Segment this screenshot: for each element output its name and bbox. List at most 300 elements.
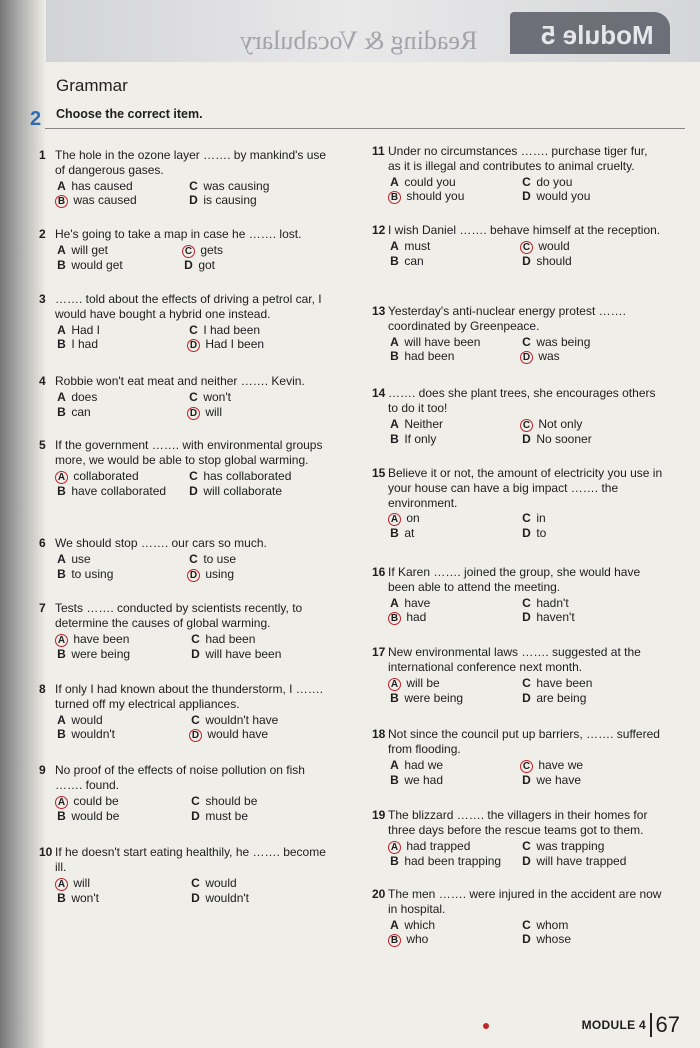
option-letter: D bbox=[189, 193, 198, 208]
answer-option[interactable] bbox=[388, 254, 520, 269]
question-text: The blizzard ……. the villagers in their homes for three days before the rescue teams got to them. bbox=[388, 808, 648, 837]
option-letter: C bbox=[189, 551, 198, 566]
selected-answer-circle: A bbox=[55, 471, 68, 484]
answer-option[interactable] bbox=[520, 596, 663, 611]
footer-divider bbox=[650, 1013, 652, 1037]
option-text: was being bbox=[533, 334, 591, 349]
answer-option[interactable] bbox=[520, 189, 663, 204]
option-letter: B bbox=[390, 253, 399, 268]
answer-option[interactable] bbox=[187, 405, 330, 420]
option-text: will have trapped bbox=[533, 853, 627, 868]
option-letter: B bbox=[390, 349, 399, 364]
answer-option[interactable] bbox=[520, 511, 663, 526]
answer-options bbox=[388, 511, 663, 541]
option-letter: B bbox=[57, 727, 66, 742]
option-text: wouldn't have bbox=[202, 712, 279, 727]
option-letter: B bbox=[57, 646, 66, 661]
question-number: 15 bbox=[372, 466, 386, 480]
question bbox=[372, 144, 663, 204]
question bbox=[39, 682, 335, 742]
option-letter: C bbox=[522, 511, 531, 526]
option-text: was bbox=[535, 349, 560, 364]
option-text: were being bbox=[68, 646, 131, 661]
selected-answer-circle: A bbox=[55, 878, 68, 891]
answer-option[interactable] bbox=[182, 258, 320, 273]
answer-option[interactable] bbox=[388, 189, 520, 204]
answer-option[interactable] bbox=[55, 647, 189, 662]
option-text: had we bbox=[401, 757, 444, 772]
page-number: 67 bbox=[655, 1012, 680, 1037]
question bbox=[39, 536, 330, 582]
answer-option[interactable] bbox=[55, 891, 189, 906]
divider bbox=[45, 128, 685, 129]
answer-option[interactable] bbox=[55, 794, 189, 809]
answer-option[interactable] bbox=[520, 854, 663, 869]
option-letter: D bbox=[522, 610, 531, 625]
option-text: can bbox=[68, 404, 91, 419]
question-number: 19 bbox=[372, 808, 386, 822]
option-text: wouldn't bbox=[202, 890, 249, 905]
option-text: hadn't bbox=[533, 595, 569, 610]
answer-option[interactable] bbox=[55, 243, 182, 258]
selected-answer-circle: C bbox=[520, 241, 533, 254]
answer-option[interactable] bbox=[55, 405, 187, 420]
answer-option[interactable] bbox=[187, 193, 330, 208]
selected-answer-circle: B bbox=[388, 934, 401, 947]
answer-option[interactable] bbox=[388, 854, 520, 869]
question-number: 18 bbox=[372, 727, 386, 741]
answer-option[interactable] bbox=[189, 727, 335, 742]
answer-options bbox=[388, 676, 663, 706]
answer-option[interactable] bbox=[388, 839, 520, 854]
answer-option[interactable] bbox=[520, 335, 663, 350]
answer-option[interactable] bbox=[55, 484, 187, 499]
answer-option[interactable] bbox=[189, 632, 335, 647]
question-number: 4 bbox=[39, 374, 46, 388]
option-text: would have bbox=[204, 727, 269, 742]
option-text: on bbox=[403, 511, 420, 526]
option-text: which bbox=[401, 917, 436, 932]
exercise-instruction: Choose the correct item. bbox=[56, 107, 203, 121]
answer-option[interactable] bbox=[55, 193, 187, 208]
option-text: was causing bbox=[200, 178, 270, 193]
answer-option[interactable] bbox=[189, 647, 335, 662]
option-text: will bbox=[202, 404, 222, 419]
answer-option[interactable] bbox=[55, 323, 187, 338]
option-text: to bbox=[533, 526, 547, 541]
option-letter: D bbox=[189, 483, 198, 498]
answer-option[interactable] bbox=[520, 918, 663, 933]
option-text: are being bbox=[533, 690, 587, 705]
answer-option[interactable] bbox=[520, 417, 663, 432]
selected-answer-circle: B bbox=[55, 195, 68, 208]
option-text: would bbox=[535, 238, 570, 253]
answer-options bbox=[55, 390, 330, 420]
option-letter: B bbox=[57, 404, 66, 419]
option-text: will be bbox=[403, 675, 440, 690]
option-text: do you bbox=[533, 174, 573, 189]
answer-options bbox=[388, 239, 663, 269]
question-text: If the government ……. with environmental groups more, we would be able to stop global warming. bbox=[55, 438, 323, 467]
question-text: Not since the council put up barriers, ……. suffered from flooding. bbox=[388, 727, 660, 756]
option-text: has collaborated bbox=[200, 468, 292, 483]
question-text: The men ……. were injured in the accident are now in hospital. bbox=[388, 887, 662, 916]
answer-options bbox=[55, 469, 330, 499]
answer-option[interactable] bbox=[55, 632, 189, 647]
answer-option[interactable] bbox=[55, 876, 189, 891]
option-text: will have been bbox=[401, 334, 481, 349]
option-text: whose bbox=[533, 932, 572, 947]
option-text: will have been bbox=[202, 646, 282, 661]
answer-options bbox=[55, 179, 330, 209]
question-number: 11 bbox=[372, 144, 385, 158]
question bbox=[372, 223, 663, 269]
answer-option[interactable] bbox=[55, 179, 187, 194]
option-text: would you bbox=[533, 189, 591, 204]
answer-options bbox=[388, 839, 663, 869]
question bbox=[39, 763, 335, 823]
option-text: I had been bbox=[200, 322, 261, 337]
question-number: 3 bbox=[39, 292, 46, 306]
selected-answer-circle: D bbox=[189, 729, 202, 742]
answer-option[interactable] bbox=[189, 876, 335, 891]
option-letter: A bbox=[57, 178, 66, 193]
option-text: had bbox=[403, 610, 427, 625]
option-letter: B bbox=[390, 526, 399, 541]
question-text: Yesterday's anti-nuclear energy protest ……. coordinated by Greenpeace. bbox=[388, 304, 626, 333]
answer-option[interactable] bbox=[55, 390, 187, 405]
option-text: use bbox=[68, 551, 91, 566]
option-letter: C bbox=[189, 468, 198, 483]
option-text: had trapped bbox=[403, 838, 471, 853]
answer-option[interactable] bbox=[187, 179, 330, 194]
option-text: were being bbox=[401, 690, 464, 705]
option-letter: C bbox=[522, 838, 531, 853]
answer-options bbox=[388, 596, 663, 626]
answer-option[interactable] bbox=[388, 349, 520, 364]
option-letter: D bbox=[522, 253, 531, 268]
option-text: must bbox=[401, 238, 431, 253]
page-footer bbox=[582, 1012, 680, 1038]
answer-option[interactable] bbox=[187, 390, 330, 405]
question bbox=[372, 466, 663, 541]
question-text: He's going to take a map in case he ……. lost. bbox=[55, 227, 302, 241]
question-text: Robbie won't eat meat and neither ……. Kevin. bbox=[55, 374, 305, 388]
option-letter: B bbox=[57, 337, 66, 352]
answer-option[interactable] bbox=[388, 526, 520, 541]
selected-answer-circle: C bbox=[520, 419, 533, 432]
option-text: could you bbox=[401, 174, 456, 189]
option-text: had been trapping bbox=[401, 853, 502, 868]
question-text: If only I had known about the thunderstorm, I ……. turned off my electrical appliances. bbox=[55, 682, 324, 711]
answer-option[interactable] bbox=[388, 417, 520, 432]
question bbox=[39, 845, 335, 905]
option-text: to using bbox=[68, 566, 114, 581]
answer-option[interactable] bbox=[520, 349, 663, 364]
question-number: 1 bbox=[39, 148, 46, 162]
module-tab-label: Module 5 bbox=[541, 20, 654, 50]
option-text: I had bbox=[68, 337, 99, 352]
option-letter: A bbox=[57, 322, 66, 337]
question-text: Under no circumstances ……. purchase tiger fur, as it is illegal and contributes to animal cruelty. bbox=[388, 144, 648, 173]
answer-option[interactable] bbox=[189, 794, 335, 809]
question-text: ……. told about the effects of driving a petrol car, I would have bought a hybrid one instead. bbox=[55, 292, 322, 321]
option-text: has caused bbox=[68, 178, 133, 193]
question-text: New environmental laws ……. suggested at the international conference next month. bbox=[388, 645, 641, 674]
answer-options bbox=[55, 876, 335, 906]
option-letter: A bbox=[57, 242, 66, 257]
answer-option[interactable] bbox=[187, 337, 330, 352]
option-letter: A bbox=[390, 416, 399, 431]
answer-option[interactable] bbox=[388, 175, 520, 190]
answer-option[interactable] bbox=[520, 839, 663, 854]
answer-option[interactable] bbox=[520, 175, 663, 190]
question-number: 14 bbox=[372, 386, 386, 400]
option-text: have we bbox=[535, 757, 584, 772]
answer-option[interactable] bbox=[55, 567, 187, 582]
option-text: could be bbox=[70, 793, 119, 808]
option-text: wouldn't bbox=[68, 727, 115, 742]
question bbox=[39, 601, 335, 661]
answer-option[interactable] bbox=[520, 610, 663, 625]
option-letter: C bbox=[189, 389, 198, 404]
answer-option[interactable] bbox=[182, 243, 320, 258]
option-text: should bbox=[533, 253, 572, 268]
option-text: won't bbox=[200, 389, 231, 404]
option-letter: B bbox=[390, 772, 399, 787]
answer-option[interactable] bbox=[520, 526, 663, 541]
option-text: have collaborated bbox=[68, 483, 167, 498]
answer-option[interactable] bbox=[187, 552, 330, 567]
option-text: have been bbox=[533, 675, 593, 690]
decorative-dot bbox=[483, 1023, 489, 1029]
option-text: can bbox=[401, 253, 424, 268]
option-letter: C bbox=[522, 675, 531, 690]
question bbox=[372, 565, 663, 625]
option-text: we have bbox=[533, 772, 582, 787]
option-letter: A bbox=[390, 595, 399, 610]
option-text: won't bbox=[68, 890, 99, 905]
option-letter: C bbox=[191, 631, 200, 646]
answer-option[interactable] bbox=[520, 773, 663, 788]
answer-option[interactable] bbox=[388, 432, 520, 447]
question-text: If he doesn't start eating healthily, he ……. become ill. bbox=[55, 845, 326, 874]
option-text: had been bbox=[202, 631, 256, 646]
option-letter: A bbox=[390, 238, 399, 253]
option-text: in bbox=[533, 511, 546, 526]
option-text: Had I bbox=[68, 322, 101, 337]
answer-options bbox=[55, 632, 335, 662]
question bbox=[372, 887, 663, 947]
selected-answer-circle: A bbox=[55, 634, 68, 647]
answer-option[interactable] bbox=[388, 691, 520, 706]
option-letter: B bbox=[390, 690, 399, 705]
selected-answer-circle: A bbox=[388, 513, 401, 526]
answer-options bbox=[55, 243, 320, 273]
question-number: 17 bbox=[372, 645, 386, 659]
question-number: 5 bbox=[39, 438, 46, 452]
answer-option[interactable] bbox=[55, 727, 189, 742]
answer-option[interactable] bbox=[189, 809, 335, 824]
answer-option[interactable] bbox=[187, 484, 330, 499]
option-text: collaborated bbox=[70, 468, 139, 483]
answer-option[interactable] bbox=[189, 891, 335, 906]
question-text: Believe it or not, the amount of electricity you use in your house can have a big impact ……. the environment. bbox=[388, 466, 663, 510]
answer-options bbox=[55, 552, 330, 582]
question bbox=[39, 292, 330, 352]
option-text: using bbox=[202, 566, 235, 581]
answer-options bbox=[55, 713, 335, 743]
selected-answer-circle: A bbox=[55, 796, 68, 809]
question-number: 20 bbox=[372, 887, 386, 901]
option-text: Not only bbox=[535, 416, 583, 431]
option-letter: A bbox=[57, 551, 66, 566]
answer-option[interactable] bbox=[187, 469, 330, 484]
answer-options bbox=[388, 758, 663, 788]
answer-option[interactable] bbox=[520, 239, 663, 254]
option-text: we had bbox=[401, 772, 444, 787]
answer-options bbox=[388, 175, 663, 205]
answer-option[interactable] bbox=[55, 258, 182, 273]
answer-option[interactable] bbox=[55, 552, 187, 567]
option-text: must be bbox=[202, 808, 249, 823]
option-text: was trapping bbox=[533, 838, 605, 853]
answer-option[interactable] bbox=[388, 596, 520, 611]
question-text: No proof of the effects of noise pollution on fish ……. found. bbox=[55, 763, 305, 792]
answer-option[interactable] bbox=[388, 918, 520, 933]
answer-option[interactable] bbox=[55, 809, 189, 824]
question-text: If Karen ……. joined the group, she would have been able to attend the meeting. bbox=[388, 565, 641, 594]
option-text: would be bbox=[68, 808, 120, 823]
answer-options bbox=[388, 335, 663, 365]
answer-option[interactable] bbox=[388, 239, 520, 254]
answer-option[interactable] bbox=[520, 932, 663, 947]
question-number: 8 bbox=[39, 682, 46, 696]
option-letter: D bbox=[522, 431, 531, 446]
option-letter: B bbox=[390, 853, 399, 868]
question-text: ……. does she plant trees, she encourages others to do it too! bbox=[388, 386, 656, 415]
answer-option[interactable] bbox=[388, 773, 520, 788]
option-letter: D bbox=[522, 772, 531, 787]
option-letter: B bbox=[57, 566, 66, 581]
option-letter: B bbox=[390, 431, 399, 446]
option-text: would bbox=[202, 875, 237, 890]
question-number: 13 bbox=[372, 304, 386, 318]
option-letter: D bbox=[522, 526, 531, 541]
answer-option[interactable] bbox=[520, 691, 663, 706]
option-text: haven't bbox=[533, 610, 575, 625]
option-letter: D bbox=[522, 932, 531, 947]
answer-option[interactable] bbox=[388, 758, 520, 773]
answer-option[interactable] bbox=[520, 676, 663, 691]
answer-option[interactable] bbox=[189, 713, 335, 728]
option-letter: C bbox=[522, 174, 531, 189]
option-letter: D bbox=[184, 257, 193, 272]
selected-answer-circle: A bbox=[388, 841, 401, 854]
question-number: 2 bbox=[39, 227, 46, 241]
option-letter: C bbox=[522, 334, 531, 349]
answer-option[interactable] bbox=[388, 676, 520, 691]
answer-option[interactable] bbox=[187, 323, 330, 338]
selected-answer-circle: D bbox=[187, 339, 200, 352]
answer-option[interactable] bbox=[55, 337, 187, 352]
option-text: If only bbox=[401, 431, 437, 446]
selected-answer-circle: A bbox=[388, 678, 401, 691]
question bbox=[39, 227, 320, 273]
option-letter: C bbox=[189, 178, 198, 193]
option-letter: B bbox=[57, 808, 66, 823]
option-letter: B bbox=[57, 483, 66, 498]
option-letter: C bbox=[191, 875, 200, 890]
selected-answer-circle: D bbox=[187, 569, 200, 582]
answer-options bbox=[388, 918, 663, 948]
question bbox=[39, 148, 330, 208]
question-number: 6 bbox=[39, 536, 46, 550]
option-text: have been bbox=[70, 631, 130, 646]
answer-option[interactable] bbox=[388, 610, 520, 625]
selected-answer-circle: C bbox=[182, 245, 195, 258]
option-letter: A bbox=[390, 334, 399, 349]
option-text: Had I been bbox=[202, 337, 265, 352]
option-text: whom bbox=[533, 917, 569, 932]
answer-option[interactable] bbox=[187, 567, 330, 582]
option-letter: A bbox=[390, 917, 399, 932]
exercise-number: 2 bbox=[30, 108, 42, 130]
selected-answer-circle: D bbox=[187, 407, 200, 420]
option-text: No sooner bbox=[533, 431, 592, 446]
option-text: is causing bbox=[200, 193, 257, 208]
option-letter: C bbox=[522, 917, 531, 932]
question bbox=[372, 727, 663, 787]
module-tab bbox=[510, 12, 670, 54]
footer-module-label: MODULE 4 bbox=[581, 1018, 647, 1032]
answer-option[interactable] bbox=[388, 335, 520, 350]
question bbox=[372, 808, 663, 868]
option-letter: D bbox=[522, 189, 531, 204]
question-text: I wish Daniel ……. behave himself at the reception. bbox=[388, 223, 661, 237]
option-letter: D bbox=[191, 808, 200, 823]
answer-option[interactable] bbox=[55, 713, 189, 728]
question bbox=[39, 438, 330, 498]
answer-option[interactable] bbox=[520, 758, 663, 773]
option-text: will bbox=[70, 875, 90, 890]
answer-option[interactable] bbox=[55, 469, 187, 484]
option-letter: D bbox=[191, 890, 200, 905]
option-text: gets bbox=[197, 242, 224, 257]
option-text: will collaborate bbox=[200, 483, 283, 498]
question-number: 9 bbox=[39, 763, 46, 777]
answer-option[interactable] bbox=[520, 254, 663, 269]
section-title: Grammar bbox=[56, 76, 128, 95]
option-text: who bbox=[403, 932, 429, 947]
question-text: Tests ……. conducted by scientists recently, to determine the causes of global warming. bbox=[55, 601, 303, 630]
selected-answer-circle: B bbox=[388, 612, 401, 625]
answer-options bbox=[55, 323, 330, 353]
answer-option[interactable] bbox=[520, 432, 663, 447]
option-text: had been bbox=[401, 349, 455, 364]
option-text: at bbox=[401, 526, 415, 541]
question-number: 10 bbox=[39, 845, 53, 859]
option-letter: D bbox=[522, 853, 531, 868]
option-letter: D bbox=[522, 690, 531, 705]
question bbox=[372, 304, 663, 364]
answer-options bbox=[388, 417, 663, 447]
answer-option[interactable] bbox=[388, 932, 520, 947]
answer-option[interactable] bbox=[388, 511, 520, 526]
option-text: should be bbox=[202, 793, 258, 808]
question-text: The hole in the ozone layer ……. by mankind's use of dangerous gases. bbox=[55, 148, 327, 177]
option-letter: D bbox=[191, 646, 200, 661]
